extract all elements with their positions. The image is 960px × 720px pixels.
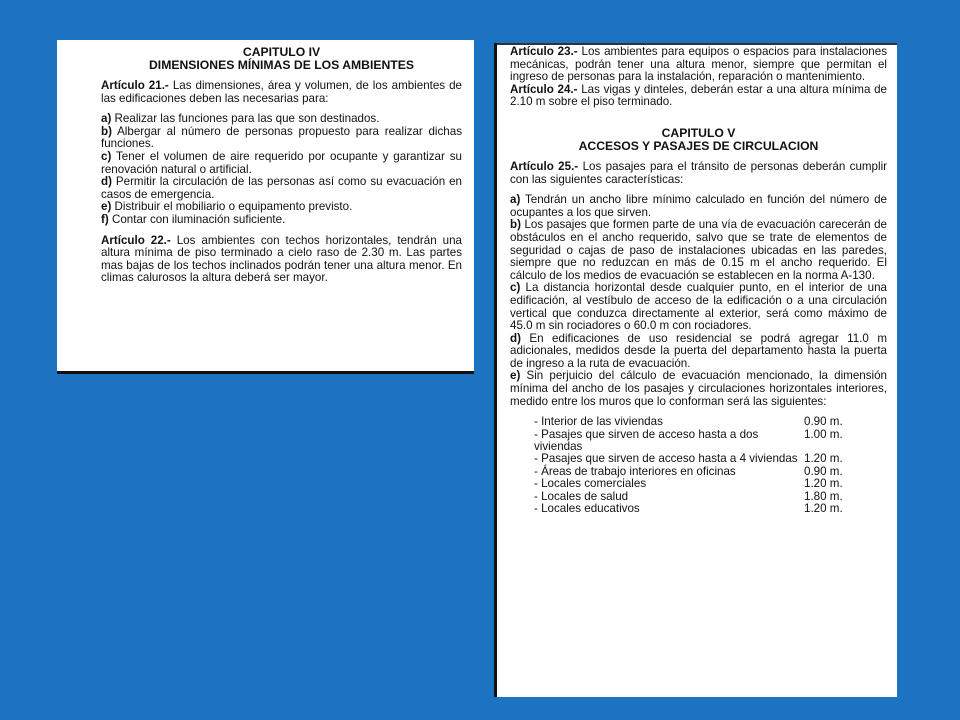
- page-border-left: [494, 43, 497, 697]
- item-letter: a): [510, 193, 521, 207]
- item-letter: c): [510, 281, 521, 295]
- item-letter: d): [510, 331, 521, 345]
- article-text: Los pasajes para el tránsito de personas deberán cumplir con las siguientes características:: [510, 159, 888, 186]
- list-item: [510, 194, 887, 219]
- width-value: 1.00 m.: [804, 427, 843, 441]
- article-text: Las vigas y dinteles, deberán estar a una altura mínima de 2.10 m sobre el piso terminado.: [510, 82, 888, 109]
- article-25-items: [510, 194, 887, 408]
- item-text: Realizar las funciones para las que son destinados.: [114, 112, 380, 126]
- item-letter: b): [510, 218, 521, 232]
- article-label: Artículo 25.-: [510, 159, 579, 173]
- chapter-label: CAPITULO V: [661, 125, 736, 140]
- item-text: Sin perjuicio del cálculo de evacuación mencionado, la dimensión mínima del ancho de los pasajes y circulaciones horizontales interiores, medido entre los muros que lo conforman será las siguientes:: [510, 369, 887, 408]
- list-item: [101, 176, 462, 201]
- article-22: [101, 235, 462, 285]
- chapter-title: ACCESOS Y PASAJES DE CIRCULACION: [578, 138, 819, 153]
- chapter-title: DIMENSIONES MÍNIMAS DE LOS AMBIENTES: [149, 58, 414, 72]
- item-text: La distancia horizontal desde cualquier punto, en el interior de una edificación, al vestíbulo de acceso de la edificación o a una circulación vertical que conduzca directamente al exterior, será como máximo de 45.0 m sin rociadores o 60.0 m con rociadores.: [510, 281, 887, 333]
- article-21: [101, 80, 462, 105]
- width-value: 0.90 m.: [804, 415, 843, 429]
- article-text: Las dimensiones, área y volumen, de los ambientes de las edificaciones deben las necesarias para:: [101, 79, 463, 105]
- width-label: - Locales educativos: [534, 502, 640, 516]
- width-label: - Interior de las viviendas: [534, 415, 663, 429]
- item-letter: e): [101, 200, 112, 214]
- list-item: [101, 214, 462, 227]
- list-item: [510, 370, 887, 408]
- item-letter: d): [101, 175, 112, 189]
- article-label: Artículo 24.-: [510, 82, 578, 96]
- article-label: Artículo 21.-: [101, 79, 169, 92]
- width-row: [534, 453, 887, 465]
- article-23: [510, 46, 887, 84]
- article-24: [510, 84, 887, 109]
- article-21-items: [101, 113, 462, 226]
- page-border-bottom: [57, 371, 474, 374]
- document-page-left: [57, 40, 474, 374]
- width-label: - Locales de salud: [534, 489, 629, 503]
- item-letter: f): [101, 212, 109, 226]
- item-text: Los pasajes que formen parte de una vía de evacuación carecerán de obstáculos en el ancho requerido, salvo que se trate de elementos de seguridad o cajas de paso de instalaciones ubicadas en las paredes, siempre que no reduzcan en más de 0.15 m el ancho requerido. El cálculo de los medios de evacuación se establecen en la norma A-130.: [510, 218, 887, 282]
- article-label: Artículo 23.-: [510, 45, 578, 58]
- article-label: Artículo 22.-: [101, 233, 171, 247]
- item-letter: b): [101, 124, 112, 138]
- item-letter: c): [101, 149, 112, 163]
- list-item: [510, 333, 887, 371]
- width-value: 1.20 m.: [804, 452, 843, 466]
- width-value: 1.20 m.: [804, 502, 843, 516]
- item-text: Distribuir el mobiliario o equipamento previsto.: [114, 200, 353, 214]
- width-label: - Pasajes que sirven de acceso hasta a dos viviendas: [534, 427, 759, 454]
- item-text: Tendrán un ancho libre mínimo calculado en función del número de ocupantes a los que sirven.: [510, 193, 887, 219]
- width-label: - Áreas de trabajo interiores en oficinas: [534, 464, 736, 478]
- minimum-widths-list: [510, 416, 887, 515]
- article-text: Los ambientes para equipos o espacios para instalaciones mecánicas, podrán tener una altura menor, siempre que permitan el ingreso de personas para la instalación, reparación o mantenimiento.: [510, 45, 887, 84]
- item-text: En edificaciones de uso residencial se podrá agregar 11.0 m adicionales, medidos desde la puerta del departamento hasta la puerta de ingreso a la ruta de evacuación.: [510, 331, 887, 370]
- width-row: [534, 478, 887, 490]
- page-border-top: [494, 43, 897, 45]
- width-value: 1.20 m.: [804, 477, 843, 491]
- width-row: [534, 416, 887, 428]
- list-item: [101, 126, 462, 151]
- width-row: [534, 503, 887, 515]
- item-text: Contar con iluminación suficiente.: [111, 212, 286, 226]
- article-25: [510, 161, 887, 186]
- width-value: 0.90 m.: [804, 464, 843, 478]
- item-text: Tener el volumen de aire requerido por ocupante y garantizar su renovación natural o artificial.: [101, 149, 462, 176]
- item-text: Permitir la circulación de las personas así como su evacuación en casos de emergencia.: [101, 175, 462, 201]
- list-item: [510, 219, 887, 282]
- item-letter: e): [510, 369, 521, 383]
- width-label: - Pasajes que sirven de acceso hasta a 4 viviendas: [534, 452, 798, 466]
- item-text: Albergar al número de personas propuesto para realizar dichas funciones.: [101, 124, 462, 151]
- width-label: - Locales comerciales: [534, 477, 647, 491]
- list-item: [101, 151, 462, 176]
- chapter-label: CAPITULO IV: [242, 45, 321, 59]
- width-value: 1.80 m.: [804, 489, 843, 503]
- list-item: [510, 282, 887, 332]
- width-row: [534, 429, 887, 454]
- article-text: Los ambientes con techos horizontales, tendrán una altura mínima de piso terminado a cielo raso de 2.30 m. Las partes mas bajas de los techos inclinados podrán tener una altura menor. En climas calurosos la altura deberá ser mayor.: [101, 233, 462, 285]
- document-page-right: [494, 43, 897, 697]
- item-letter: a): [101, 112, 112, 126]
